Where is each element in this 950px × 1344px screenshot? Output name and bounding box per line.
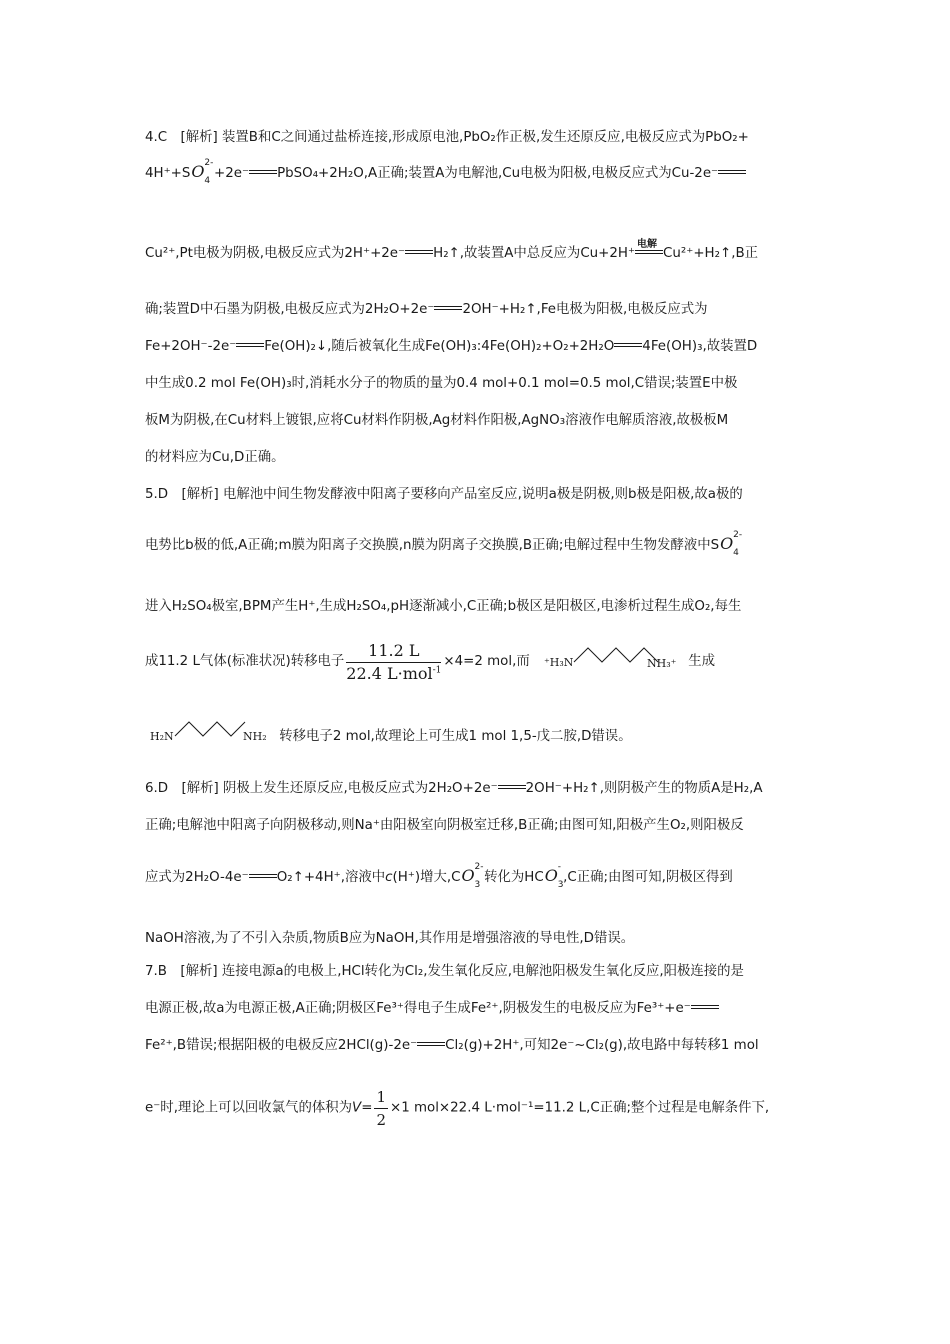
q6-text: 转化为HC [484,870,544,885]
q5-line-2 [145,530,810,558]
electrolysis-equals-sign: 电解 [635,250,663,256]
chem2-right-label: NH₂ [243,730,267,743]
q6-line-1 [145,780,810,798]
equals-sign [417,1042,445,1048]
q6-text: 2OH⁻+H₂↑,则阴极产生的物质A是H₂,A [525,781,763,796]
q4-line-5 [145,338,810,356]
q5-line-1 [145,486,810,504]
q5-answer-tag: 5.D [解析] [145,487,219,502]
q6-text: 阴极上发生还原反应,电极反应式为2H₂O+2e⁻ [222,781,498,796]
q4-line-2 [145,158,810,186]
q6-answer-tag: 6.D [解析] [145,781,219,796]
q4-text: Cu²⁺,Pt电极为阴极,电极反应式为2H⁺+2e⁻ [145,246,406,261]
q5-text: ×4=2 mol,而 [443,654,530,669]
q4-line-4 [145,301,810,319]
equals-sign [236,343,264,349]
q4-text: 确;装置D中石墨为阴极,电极反应式为2H₂O+2e⁻ [145,302,435,317]
equals-sign [405,250,433,256]
q5-text: 生成 [688,654,716,669]
q4-answer-tag: 4.C [解析] [145,130,218,145]
q6-line-4: NaOH溶液,为了不引入杂质,物质B应为NaOH,其作用是增强溶液的导电性,D错误。 [145,931,635,946]
sulfate-ion: O 2- 4 [191,158,214,186]
q4-text: +2e⁻ [214,166,250,181]
half-fraction: $\frac{1}{2}$ [376,1088,386,1129]
q4-text: 装置B和C之间通过盐桥连接,形成原电池,PbO₂作正极,发生还原反应,电极反应式为PbO₂+ [222,130,749,145]
q7-text: 电源正极,故a为电源正极,A正确;阴极区Fe³⁺得电子生成Fe²⁺,阴极发生的电极反应为Fe³⁺+e⁻ [145,1001,691,1016]
volume-symbol: V [352,1100,362,1116]
equals-sign [691,1005,719,1011]
q4-text: PbSO₄+2H₂O,A正确;装置A为电解池,Cu电极为阳极,电极反应式为Cu-2e⁻ [277,166,719,181]
chem1-right-label: NH₃⁺ [647,657,677,670]
q7-line-4 [145,1088,810,1132]
q7-text: 连接电源a的电极上,HCl转化为Cl₂,发生氧化反应,电解池阳极发生氧化反应,阳极连接的是 [221,964,744,979]
q6-text: 应式为2H₂O-4e⁻ [145,870,249,885]
q5-text: 电解池中间生物发酵液中阳离子要移向产品室反应,说明a极是阴极,则b极是阳极,故a极的 [222,487,743,502]
q7-text: = [361,1100,373,1116]
q4-line-3 [145,239,810,263]
q7-line-3 [145,1037,810,1055]
equals-sign [614,343,642,349]
cadaverine-ion-structure [544,641,684,683]
q7-line-2 [145,1000,810,1018]
q4-line-7: 板M为阴极,在Cu材料上镀银,应将Cu材料作阴极,Ag材料作阳极,AgNO₃溶液作电解质溶液,故极板M [145,413,729,428]
q5-line-3: 进入H₂SO₄极室,BPM产生H⁺,生成H₂SO₄,pH逐渐减小,C正确;b极区是阳极区,电渗析过程生成O₂,每生 [145,599,742,614]
q4-text: 4H⁺+S [145,166,191,181]
chem1-left-label: ⁺H₃N [544,656,574,669]
q5-text: 成11.2 L气体(标准状况)转移电子 [145,654,345,669]
q4-line-8: 的材料应为Cu,D正确。 [145,450,285,465]
q7-text: ×1 mol×22.4 L·mol⁻¹=11.2 L,C正确;整个过程是电解条件下, [389,1100,770,1116]
cadaverine-structure [145,716,275,758]
q4-text: Cu²⁺+H₂↑,B正 [663,246,759,261]
q5-line-4 [145,641,810,691]
q7-line-1 [145,963,810,981]
sulfate-ion: O 2- 4 [720,530,743,558]
chem2-left-label: H₂N [150,730,174,743]
q4-text: 2OH⁻+H₂↑,Fe电极为阳极,电极反应式为 [462,302,708,317]
q5-text: 电势比b极的低,A正确;m膜为阳离子交换膜,n膜为阴离子交换膜,B正确;电解过程中生物发酵液中S [145,538,720,553]
concentration-symbol: c [385,870,393,885]
equals-sign [434,306,462,312]
q7-answer-tag: 7.B [解析] [145,964,218,979]
q6-text: ,C正确;由图可知,阴极区得到 [563,870,733,885]
equals-sign [718,170,746,176]
q6-line-2: 正确;电解池中阳离子向阴极移动,则Na⁺由阳极室向阴极室迁移,B正确;由图可知,阳极产生O₂,则阳极反 [145,818,744,833]
q4-text: Fe(OH)₂↓,随后被氧化生成Fe(OH)₃:4Fe(OH)₂+O₂+2H₂O [264,339,615,354]
q4-text: Fe+2OH⁻-2e⁻ [145,339,237,354]
molar-volume-fraction: $\frac{11.2 L}{22.4 L\cdot mol^{-1}}$ [346,640,442,683]
equals-sign [249,170,277,176]
bicarbonate-ion: O - 3 [544,862,564,890]
q4-text: 4Fe(OH)₃,故装置D [642,339,758,354]
q4-line-1 [145,129,810,147]
q7-text: Cl₂(g)+2H⁺,可知2e⁻~Cl₂(g),故电路中每转移1 mol [445,1038,759,1053]
carbonate-ion: O 2- 3 [461,862,484,890]
q6-text: O₂↑+4H⁺,溶液中 [276,870,386,885]
q5-line-5 [145,716,810,752]
q5-text: 转移电子2 mol,故理论上可生成1 mol 1,5-戊二胺,D错误。 [279,729,632,744]
q6-text: (H⁺)增大,C [392,870,461,885]
q4-text: H₂↑,故装置A中总反应为Cu+2H⁺ [433,246,636,261]
q7-text: e⁻时,理论上可以回收氯气的体积为 [145,1100,353,1116]
equals-sign [249,874,277,880]
q4-line-6: 中生成0.2 mol Fe(OH)₃时,消耗水分子的物质的量为0.4 mol+0.1 mol=0.5 mol,C错误;装置E中极 [145,376,738,391]
q6-line-3 [145,862,810,890]
q7-text: Fe²⁺,B错误;根据阳极的电极反应2HCl(g)-2e⁻ [145,1038,418,1053]
equals-sign [498,785,526,791]
